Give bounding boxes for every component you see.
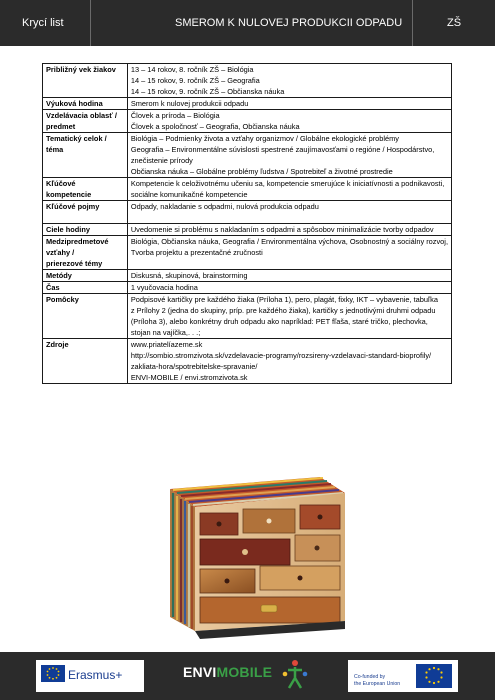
row-value-line: Podpisové kartičky pre každého žiaka (Príloha 1), pero, plagát, fixky, IKT – vybavenie, tabuľka: [130, 295, 438, 304]
row-label-line: Kľúčové: [46, 179, 76, 188]
header-level-label: ZŠ: [447, 17, 462, 29]
row-value-line: sociálne komunikačné kompetencie: [130, 190, 248, 199]
row-label-line: Zdroje: [46, 340, 69, 349]
table-row: [43, 178, 452, 201]
row-value: [127, 224, 451, 236]
table-row: [43, 64, 452, 98]
cofunded-text: [354, 674, 400, 688]
row-label: [43, 178, 128, 201]
row-label: [43, 133, 128, 178]
row-value-line: 1 vyučovacia hodina: [130, 283, 198, 292]
row-value: [127, 282, 451, 294]
row-label-line: Približný vek žiakov: [46, 65, 116, 74]
row-value-line: Smerom k nulovej produkcii odpadu: [130, 99, 249, 108]
furniture-photo: [155, 471, 348, 646]
row-value-line: Geografia – Environmentálne súvislosti spestrené zaujímavosťami o regióne / Hospodárstvo,: [130, 145, 435, 154]
row-value-line: Odpady, nakladanie s odpadmi, nulová produkcia odpadu: [130, 202, 319, 211]
row-value-line: zakliata-hora/spotrebitelske-spravanie/: [130, 362, 258, 371]
eu-cofunded-logo: [348, 660, 458, 692]
row-value-line: ENVI-MOBILE / envi.stromzivota.sk: [130, 373, 248, 382]
row-label: [43, 294, 128, 339]
table-row: [43, 224, 452, 236]
row-value: [127, 98, 451, 110]
table-row: [43, 110, 452, 133]
row-value-line: [131, 212, 448, 223]
row-label-line: predmet: [46, 122, 76, 131]
table-row: [43, 270, 452, 282]
row-value: [127, 201, 451, 224]
cofunded-line-2: the European Union: [354, 681, 401, 687]
row-value-line: (Príloha 3), alebo konkrétny druh odpadu ako napríklad: PET fľaša, staré tričko, plechovka,: [130, 317, 428, 326]
page-header: [0, 0, 495, 46]
row-value-line: Občianska náuka – Globálne problémy ľudstva / Spotrebiteľ a životné prostredie: [130, 167, 393, 176]
row-value-line: [131, 258, 448, 269]
row-value: [127, 133, 451, 178]
row-value-line: Kompetencie k celoživotnému učeniu sa, kompetencie smerujúce k iniciatívnosti a podnikavosti,: [130, 179, 445, 188]
row-value-line: http://sombio.stromzivota.sk/vzdelavacie-programy/rozsireny-vzdelavaci-standard-bioprofily/: [130, 351, 432, 360]
table-row: [43, 294, 452, 339]
row-label: [43, 282, 128, 294]
row-value: [127, 178, 451, 201]
row-value-line: Biológia, Občianska náuka, Geografia / Environmentálna výchova, Osobnostný a sociálny rozvoj,: [130, 237, 448, 246]
row-value: [127, 270, 451, 282]
cover-sheet-table: [42, 63, 452, 384]
table-row: [43, 339, 452, 384]
row-label-line: Metódy: [46, 271, 72, 280]
row-label: [43, 224, 128, 236]
row-label: [43, 98, 128, 110]
row-value: [127, 294, 451, 339]
row-label-line: kompetencie: [46, 190, 92, 199]
row-value-line: z Prílohy 2 (jedna do skupiny, príp. pre každého žiaka), kartičky s jednotlivými druhmi odpadu: [130, 306, 436, 315]
erasmus-logo: [36, 660, 144, 692]
row-value-line: 13 – 14 rokov, 8. ročník ZŠ – Biológia: [130, 65, 254, 74]
table-row: [43, 133, 452, 178]
row-label: [43, 236, 128, 270]
envi-wordmark-b: MOBILE: [216, 664, 273, 680]
row-label-line: Tematický celok /: [46, 134, 107, 143]
eu-flag-icon: [41, 665, 65, 682]
table-row: [43, 201, 452, 224]
row-value-line: stojan na vajíčka,. . .;: [130, 328, 201, 337]
row-value-line: Tvorba projektu a prezentačné zručnosti: [130, 248, 263, 257]
row-value-line: Človek a spoločnosť – Geografia, Občianska náuka: [130, 122, 300, 131]
table-row: [43, 236, 452, 270]
row-value-line: Človek a príroda – Biológia: [130, 111, 220, 120]
row-value-line: Diskusná, skupinová, brainstorming: [130, 271, 248, 280]
eu-flag-icon: [416, 664, 452, 688]
row-label-line: Čas: [46, 283, 60, 292]
row-label-line: Pomôcky: [46, 295, 79, 304]
cofunded-line-1: Co-funded by: [354, 674, 386, 680]
header-section-label: Krycí list: [22, 17, 64, 29]
row-value: [127, 236, 451, 270]
header-divider: [412, 0, 413, 46]
row-value-line: Uvedomenie si problému s nakladaním s odpadmi a spôsobov minimalizácie tvorby odpadov: [130, 225, 434, 234]
row-label: [43, 339, 128, 384]
header-title: SMEROM K NULOVEJ PRODUKCII ODPADU: [175, 17, 403, 29]
recycling-figures-icon: [280, 658, 310, 692]
row-value-line: www.priatelíazeme.sk: [130, 340, 203, 349]
row-label-line: Medzipredmetové: [46, 237, 109, 246]
row-label-line: prierezové témy: [46, 259, 103, 268]
erasmus-wordmark: Erasmus+: [68, 668, 123, 682]
row-value: [127, 110, 451, 133]
table-row: [43, 282, 452, 294]
row-label-line: Vzdelávacia oblasť /: [46, 111, 117, 120]
row-label: [43, 110, 128, 133]
row-label-line: téma: [46, 145, 64, 154]
table-row: [43, 98, 452, 110]
row-value-line: 14 – 15 rokov, 9. ročník ZŠ – Občianska náuka: [130, 87, 285, 96]
row-value: [127, 339, 451, 384]
row-value-line: Biológia – Podmienky života a vzťahy organizmov / Globálne ekologické problémy: [130, 134, 399, 143]
row-label: [43, 270, 128, 282]
row-value-line: 14 – 15 rokov, 9. ročník ZŠ – Geografia: [130, 76, 260, 85]
row-value: [127, 64, 451, 98]
envi-wordmark-a: ENVI: [183, 664, 217, 680]
row-value-line: znečistenie prírody: [130, 156, 193, 165]
row-label-line: Výuková hodina: [46, 99, 103, 108]
row-label-line: Ciele hodiny: [46, 225, 90, 234]
row-label: [43, 64, 128, 98]
row-label-line: vzťahy /: [46, 248, 75, 257]
row-label: [43, 201, 128, 224]
header-divider: [90, 0, 91, 46]
row-label-line: Kľúčové pojmy: [46, 202, 100, 211]
